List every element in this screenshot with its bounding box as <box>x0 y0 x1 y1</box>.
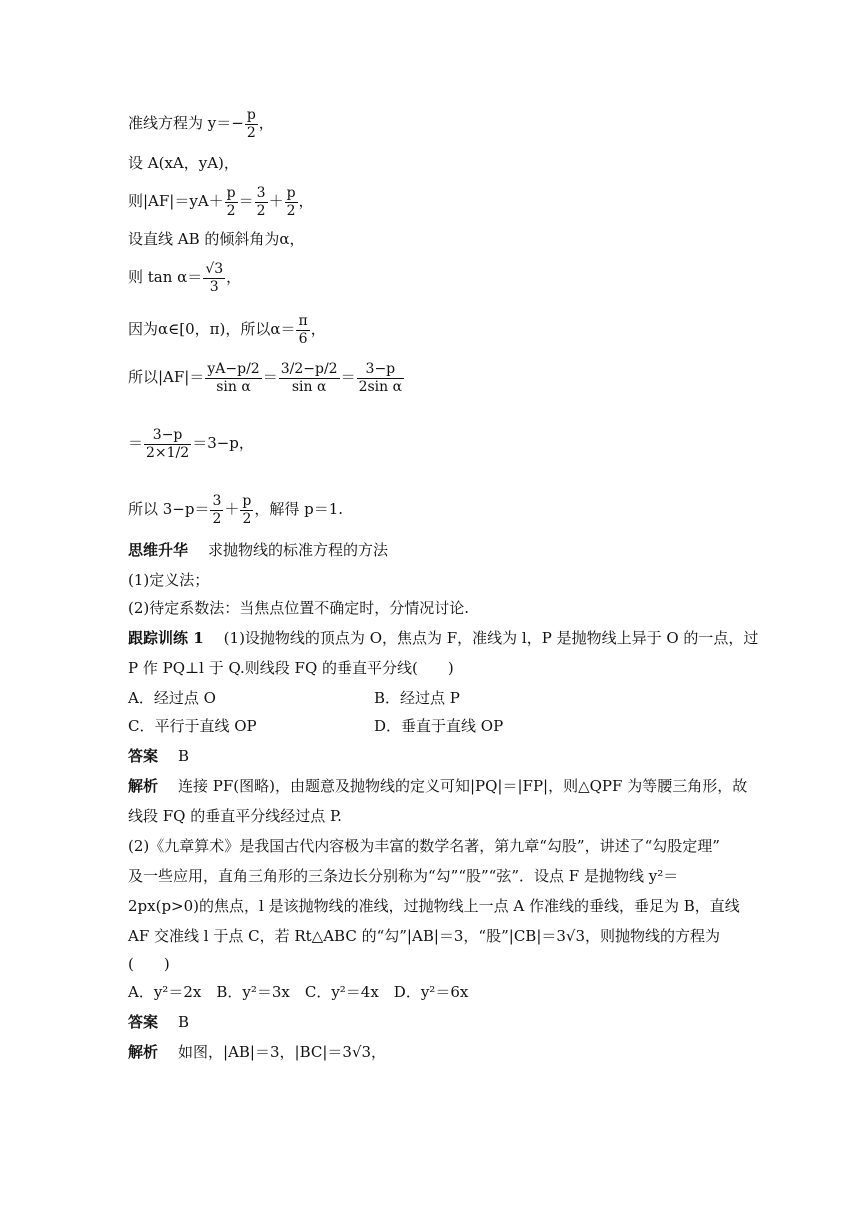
option-d: D．垂直于直线 OP <box>374 717 504 735</box>
af-sin-line: 所以|AF|＝ $\frac{yA-p/2}{\text{sin α}}$ ＝ $\frac{3/2-p/2}{\text{sin α}}$ ＝ $\frac{3-p}{\text{2sin α}}$ <box>128 361 403 395</box>
answer-2: 答案 B <box>128 1013 190 1031</box>
question-2-options: A．y²＝2x B．y²＝3x C．y²＝4x D．y²＝6x <box>128 983 469 1001</box>
question-2-line-3: 2px(p>0)的焦点，l 是该抛物线的准线，过抛物线上一点 A 作准线的垂线，垂足为 B，直线 <box>128 897 740 915</box>
method-undetermined-coefficients: (2)待定系数法：当焦点位置不确定时，分情况讨论. <box>128 599 470 617</box>
solve-p-line: 所以 3−p＝ $\frac{3}{2}$ ＋ $\frac{p}{2}$ ，解得 p＝1. <box>128 493 344 527</box>
options-row-1 <box>128 691 460 706</box>
tan-alpha-line: 则 tan α＝ $\frac{√3}{3}$ ， <box>128 261 242 295</box>
question-2-line-4: AF 交准线 l 于点 C，若 Rt△ABC 的“勾”|AB|＝3，“股”|CB|＝3√3，则抛物线的方程为 <box>128 927 721 945</box>
option-a: A．经过点 O <box>128 689 216 707</box>
analysis-1-line-2: 线段 FQ 的垂直平分线经过点 P. <box>128 807 342 825</box>
track-question-1-line-1: 跟踪训练 1 (1)设抛物线的顶点为 O，焦点为 F，准线为 l，P 是抛物线上异于 O 的一点，过 <box>128 629 759 647</box>
answer-1: 答案 B <box>128 747 190 765</box>
inclination-line: 设直线 AB 的倾斜角为α， <box>128 230 305 248</box>
track-label: 跟踪训练 1 <box>128 629 204 647</box>
method-definition: (1)定义法； <box>128 571 210 589</box>
alpha-value-line: 因为α∈[0，π)，所以α＝ $\frac{\pi}{6}$ ， <box>128 313 326 347</box>
track-question-1-line-2: P 作 PQ⊥l 于 Q.则线段 FQ 的垂直平分线( ) <box>128 659 454 677</box>
analysis-2: 解析 如图，|AB|＝3，|BC|＝3√3， <box>128 1043 387 1061</box>
set-point-a: 设 A(xA，yA)， <box>128 154 239 172</box>
af-simplified-line: ＝ $\frac{3-p}{2\times 1/2}$ ＝3−p， <box>128 427 254 461</box>
summary-heading <box>128 543 388 558</box>
summary-text: 求抛物线的标准方程的方法 <box>208 541 389 559</box>
question-2-line-2: 及一些应用，直角三角形的三条边长分别称为“勾”“股”“弦”．设点 F 是抛物线 y²＝ <box>128 867 679 885</box>
options-row-2 <box>128 719 503 734</box>
option-b: B．经过点 P <box>374 689 460 707</box>
fraction: $\frac{p}{2}$ <box>246 107 256 141</box>
af-length-line: 则|AF|＝yA＋ $\frac{p}{2}$ ＝ $\frac{3}{2}$ ＋ $\frac{p}{2}$ ， <box>128 185 314 219</box>
summary-title: 思维升华 <box>128 541 189 559</box>
question-2-line-5: ( ) <box>128 955 170 973</box>
analysis-1-line-1: 解析 连接 PF(图略)，由题意及抛物线的定义可知|PQ|＝|FP|，则△QPF 为等腰三角形，故 <box>128 777 748 795</box>
question-2-line-1: (2)《九章算术》是我国古代内容极为丰富的数学名著，第九章“勾股”，讲述了“勾股定理” <box>128 837 720 855</box>
option-c: C．平行于直线 OP <box>128 717 257 735</box>
directrix-equation: 准线方程为 y＝− $\frac{p}{2}$ ， <box>128 107 274 141</box>
